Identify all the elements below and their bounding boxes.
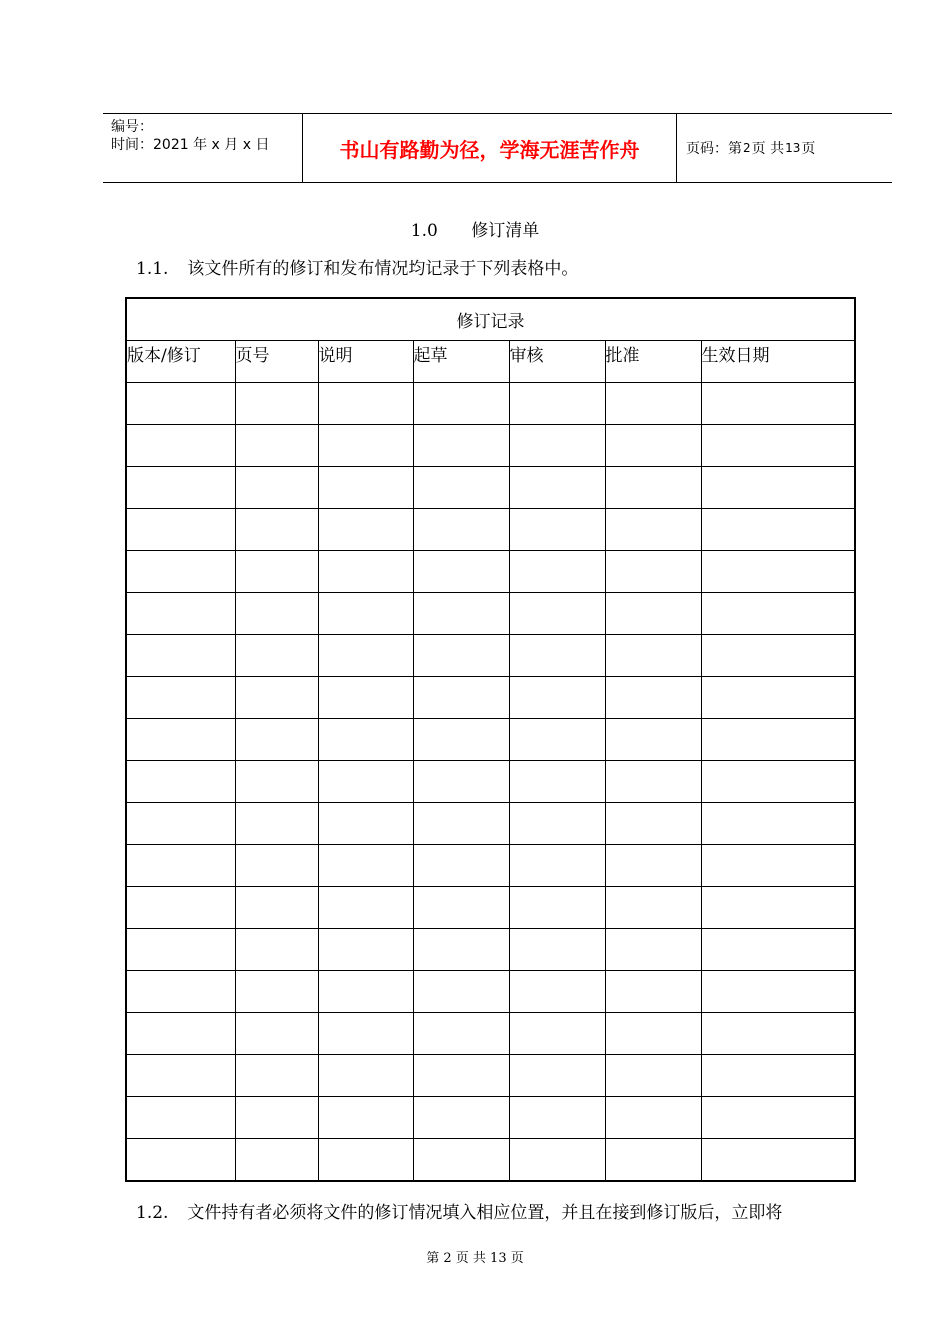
table-cell: [701, 761, 855, 803]
document-header: [103, 113, 892, 183]
table-cell: [318, 845, 413, 887]
table-cell: [126, 635, 235, 677]
table-cell: [605, 929, 701, 971]
table-row: [126, 929, 855, 971]
table-cell: [126, 425, 235, 467]
table-cell: [509, 1097, 605, 1139]
table-cell: [413, 1013, 509, 1055]
table-cell: [235, 383, 318, 425]
table-cell: [126, 551, 235, 593]
table-cell: [509, 1139, 605, 1182]
header-motto: 书山有路勤为径，学海无涯苦作舟: [303, 114, 677, 182]
table-cell: [509, 509, 605, 551]
table-cell: [605, 1139, 701, 1182]
table-cell: [413, 677, 509, 719]
table-cell: [126, 677, 235, 719]
table-cell: [701, 551, 855, 593]
table-cell: [235, 677, 318, 719]
table-cell: [126, 1055, 235, 1097]
table-cell: [509, 761, 605, 803]
table-body: [126, 383, 855, 1182]
table-cell: [318, 1097, 413, 1139]
table-row: [126, 719, 855, 761]
table-cell: [235, 719, 318, 761]
revision-table: [125, 297, 856, 1182]
paragraph-1-2: [136, 1198, 782, 1223]
table-cell: [126, 1139, 235, 1182]
table-cell: [605, 635, 701, 677]
table-cell: [605, 1013, 701, 1055]
table-row: [126, 1055, 855, 1097]
table-cell: [413, 593, 509, 635]
page-mid: 页 共: [751, 141, 785, 157]
table-cell: [235, 1097, 318, 1139]
column-header-approve: 批准: [605, 341, 701, 383]
table-cell: [318, 383, 413, 425]
table-row: [126, 425, 855, 467]
table-header-row: [126, 341, 855, 383]
table-row: [126, 509, 855, 551]
table-cell: [235, 929, 318, 971]
table-cell: [235, 845, 318, 887]
table-cell: [318, 593, 413, 635]
table-cell: [509, 635, 605, 677]
table-cell: [701, 971, 855, 1013]
table-cell: [509, 677, 605, 719]
table-cell: [701, 1097, 855, 1139]
table-cell: [235, 635, 318, 677]
table-cell: [701, 1055, 855, 1097]
table-cell: [235, 593, 318, 635]
table-cell: [509, 719, 605, 761]
table-cell: [318, 1013, 413, 1055]
table-cell: [701, 383, 855, 425]
table-cell: [318, 719, 413, 761]
table-cell: [235, 971, 318, 1013]
table-cell: [318, 1055, 413, 1097]
section-number: 1.0: [410, 221, 438, 241]
table-cell: [318, 929, 413, 971]
table-cell: [126, 593, 235, 635]
table-row: [126, 803, 855, 845]
table-cell: [701, 1013, 855, 1055]
table-cell: [413, 1097, 509, 1139]
table-cell: [605, 1097, 701, 1139]
table-cell: [318, 887, 413, 929]
table-cell: [318, 467, 413, 509]
table-cell: [126, 1013, 235, 1055]
table-cell: [318, 971, 413, 1013]
table-cell: [413, 509, 509, 551]
table-cell: [509, 887, 605, 929]
table-cell: [605, 845, 701, 887]
table-cell: [701, 1139, 855, 1182]
table-cell: [701, 593, 855, 635]
table-cell: [509, 845, 605, 887]
table-cell: [509, 383, 605, 425]
page-total: 13: [785, 141, 801, 155]
table-caption: 修订记录: [126, 298, 855, 341]
column-header-draft: 起草: [413, 341, 509, 383]
header-page-info: [677, 114, 892, 182]
section-heading: [0, 216, 950, 241]
table-cell: [235, 887, 318, 929]
table-cell: [235, 1013, 318, 1055]
section-title: 修订清单: [471, 221, 540, 241]
table-cell: [701, 803, 855, 845]
table-row: [126, 593, 855, 635]
table-cell: [318, 761, 413, 803]
table-row: [126, 551, 855, 593]
serial-label: 编号：: [111, 119, 153, 135]
table-cell: [413, 845, 509, 887]
table-cell: [413, 635, 509, 677]
table-cell: [413, 929, 509, 971]
paragraph-text: 文件持有者必须将文件的修订情况填入相应位置，并且在接到修订版后，立即将: [187, 1203, 783, 1223]
table-cell: [509, 929, 605, 971]
table-cell: [509, 425, 605, 467]
column-header-effective-date: 生效日期: [701, 341, 855, 383]
table-cell: [235, 509, 318, 551]
table-cell: [509, 467, 605, 509]
table-cell: [509, 551, 605, 593]
table-cell: [126, 719, 235, 761]
table-cell: [509, 593, 605, 635]
table-row: [126, 383, 855, 425]
table-cell: [605, 1055, 701, 1097]
table-cell: [701, 719, 855, 761]
table-row: [126, 1013, 855, 1055]
table-cell: [235, 551, 318, 593]
table-cell: [605, 887, 701, 929]
table-cell: [318, 425, 413, 467]
table-row: [126, 971, 855, 1013]
table-cell: [318, 803, 413, 845]
table-cell: [605, 551, 701, 593]
table-cell: [509, 803, 605, 845]
header-meta: [103, 114, 303, 182]
table-cell: [318, 677, 413, 719]
column-header-page: 页号: [235, 341, 318, 383]
table-cell: [126, 509, 235, 551]
table-row: [126, 1097, 855, 1139]
table-cell: [701, 635, 855, 677]
table-cell: [413, 719, 509, 761]
page-suffix: 页: [801, 141, 816, 157]
table-cell: [605, 467, 701, 509]
paragraph-1-1: [136, 254, 578, 279]
table-cell: [701, 929, 855, 971]
page-prefix: 页码：第: [686, 141, 742, 157]
column-header-version: 版本/修订: [126, 341, 235, 383]
table-cell: [126, 803, 235, 845]
table-cell: [413, 425, 509, 467]
time-label: 时间：2021 年 x 月 x 日: [111, 137, 270, 153]
table-cell: [701, 509, 855, 551]
paragraph-number: 1.1.: [136, 259, 169, 279]
table-cell: [605, 803, 701, 845]
table-cell: [126, 887, 235, 929]
table-cell: [605, 761, 701, 803]
table-cell: [605, 425, 701, 467]
table-cell: [413, 971, 509, 1013]
table-cell: [605, 383, 701, 425]
table-cell: [413, 1139, 509, 1182]
table-cell: [701, 677, 855, 719]
table-cell: [126, 971, 235, 1013]
table-cell: [701, 425, 855, 467]
table-cell: [605, 677, 701, 719]
table-row: [126, 845, 855, 887]
table-cell: [318, 551, 413, 593]
table-cell: [126, 467, 235, 509]
table-cell: [235, 803, 318, 845]
table-row: [126, 1139, 855, 1182]
table-cell: [235, 425, 318, 467]
paragraph-number: 1.2.: [136, 1203, 169, 1223]
column-header-description: 说明: [318, 341, 413, 383]
table-cell: [701, 467, 855, 509]
table-cell: [413, 551, 509, 593]
table-cell: [318, 509, 413, 551]
page-current: 2: [743, 141, 751, 155]
table-cell: [605, 719, 701, 761]
table-cell: [605, 971, 701, 1013]
table-row: [126, 677, 855, 719]
table-cell: [413, 383, 509, 425]
table-row: [126, 467, 855, 509]
table-cell: [318, 635, 413, 677]
table-cell: [701, 845, 855, 887]
table-cell: [509, 1013, 605, 1055]
paragraph-text: 该文件所有的修订和发布情况均记录于下列表格中。: [187, 259, 579, 279]
table-cell: [413, 467, 509, 509]
table-cell: [605, 593, 701, 635]
table-cell: [126, 929, 235, 971]
column-header-review: 审核: [509, 341, 605, 383]
table-row: [126, 887, 855, 929]
table-cell: [701, 887, 855, 929]
table-cell: [235, 761, 318, 803]
table-caption-row: [126, 298, 855, 341]
table-cell: [318, 1139, 413, 1182]
table-cell: [413, 887, 509, 929]
table-row: [126, 635, 855, 677]
table-cell: [413, 1055, 509, 1097]
table-cell: [126, 1097, 235, 1139]
page-footer: 第 2 页 共 13 页: [426, 1251, 524, 1266]
table-cell: [126, 845, 235, 887]
table-cell: [509, 971, 605, 1013]
table-cell: [235, 1055, 318, 1097]
table-cell: [509, 1055, 605, 1097]
table-cell: [235, 467, 318, 509]
table-cell: [605, 509, 701, 551]
table-cell: [413, 761, 509, 803]
table-cell: [413, 803, 509, 845]
table-cell: [126, 761, 235, 803]
table-cell: [126, 383, 235, 425]
table-cell: [235, 1139, 318, 1182]
table-row: [126, 761, 855, 803]
